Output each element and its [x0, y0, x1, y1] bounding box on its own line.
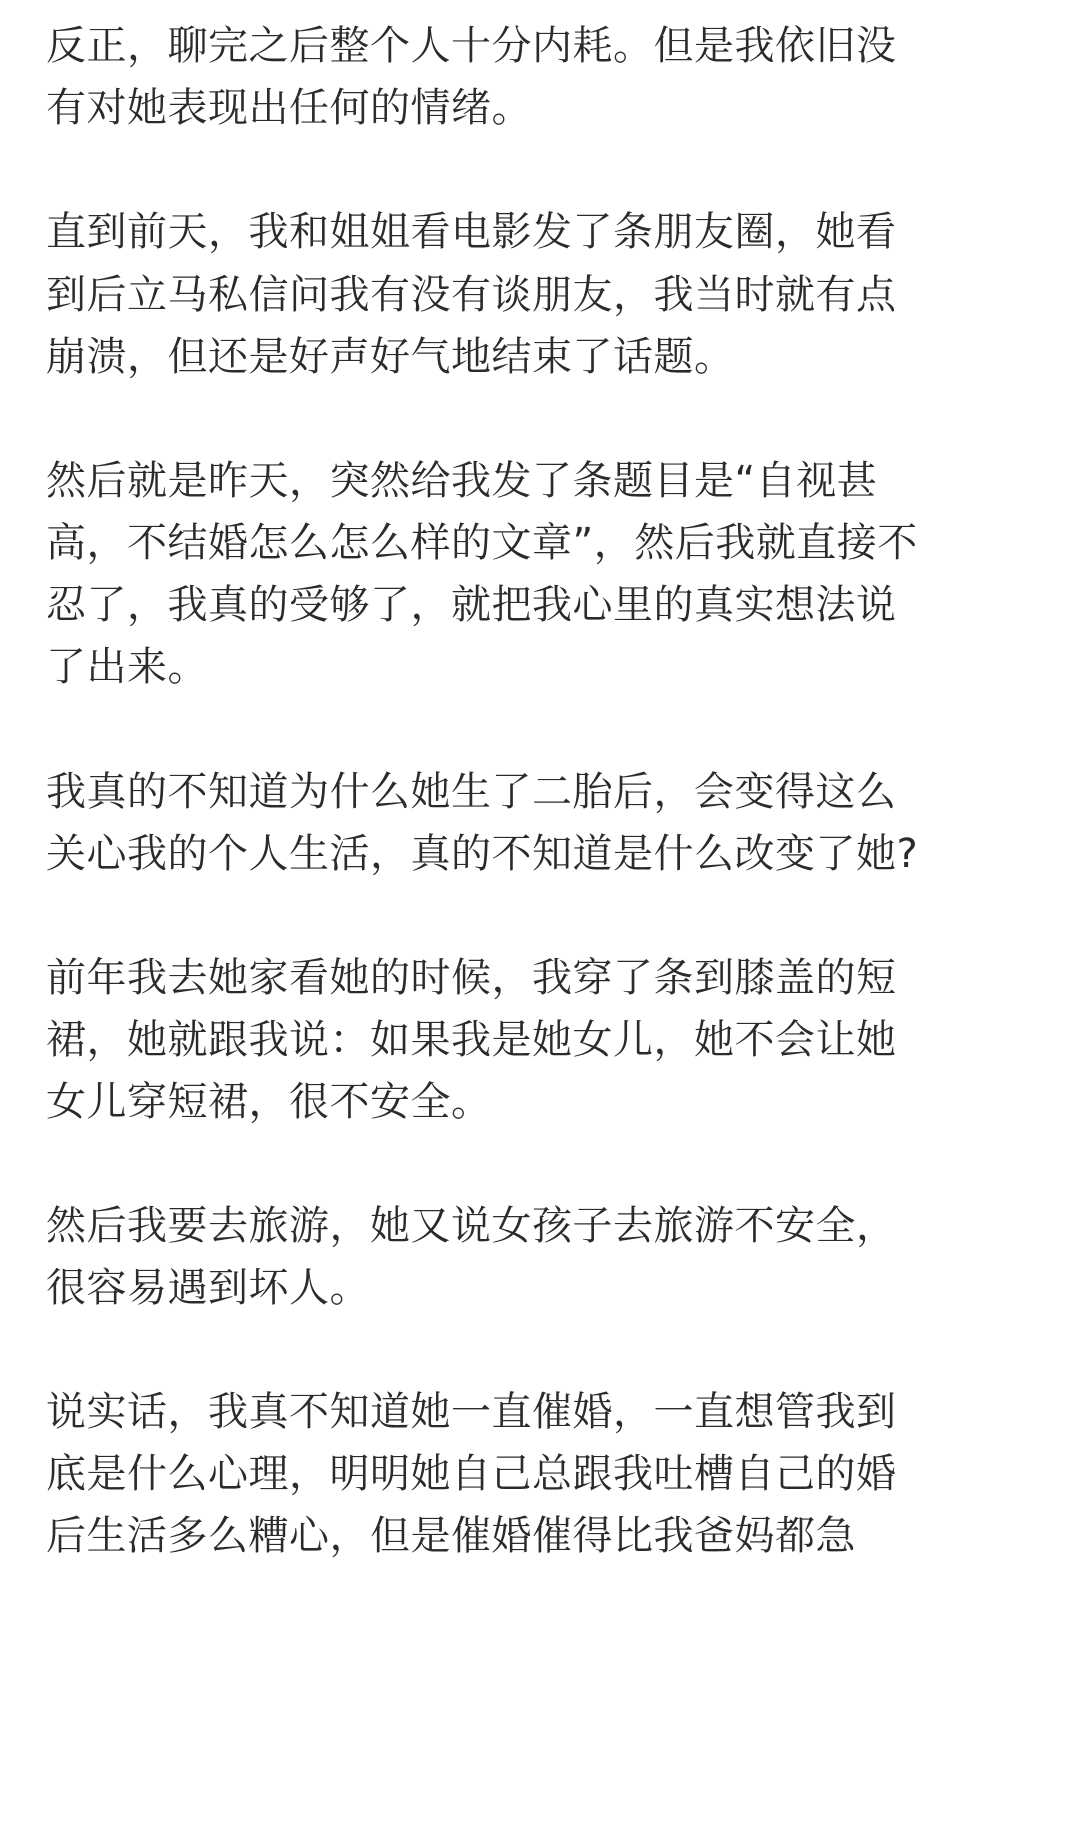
- text-line: 女儿穿短裙，很不安全。: [46, 1079, 492, 1125]
- text-line: 前年我去她家看她的时候，我穿了条到膝盖的短: [46, 955, 897, 1001]
- text-line: 到后立马私信问我有没有谈朋友，我当时就有点: [46, 272, 897, 318]
- text-line: 底是什么心理，明明她自己总跟我吐槽自己的婚: [46, 1451, 897, 1497]
- text-line: 高，不结婚怎么怎么样的文章”，然后我就直接不: [46, 520, 918, 566]
- text-line: 关心我的个人生活，真的不知道是什么改变了她?: [46, 831, 919, 877]
- text-line: 裙，她就跟我说：如果我是她女儿，她不会让她: [46, 1017, 897, 1063]
- text-line: 然后我要去旅游，她又说女孩子去旅游不安全，: [46, 1203, 897, 1249]
- text-line: 说实话，我真不知道她一直催婚，一直想管我到: [46, 1389, 897, 1435]
- text-line: 崩溃，但还是好声好气地结束了话题。: [46, 334, 735, 380]
- text-line: 我真的不知道为什么她生了二胎后，会变得这么: [46, 769, 897, 815]
- text-line: 了出来。: [46, 644, 208, 690]
- text-line: 有对她表现出任何的情绪。: [46, 85, 532, 131]
- text-line: 然后就是昨天，突然给我发了条题目是“自视甚: [46, 458, 878, 504]
- text-line: 反正，聊完之后整个人十分内耗。但是我依旧没: [46, 23, 897, 69]
- text-line: 忍了，我真的受够了，就把我心里的真实想法说: [46, 582, 897, 628]
- text-line: 直到前天，我和姐姐看电影发了条朋友圈，她看: [46, 209, 897, 255]
- text-line: 后生活多么糟心，但是催婚催得比我爸妈都急: [46, 1513, 856, 1559]
- bottom-fade: [0, 1800, 1080, 1822]
- text-line: 很容易遇到坏人。: [46, 1265, 370, 1311]
